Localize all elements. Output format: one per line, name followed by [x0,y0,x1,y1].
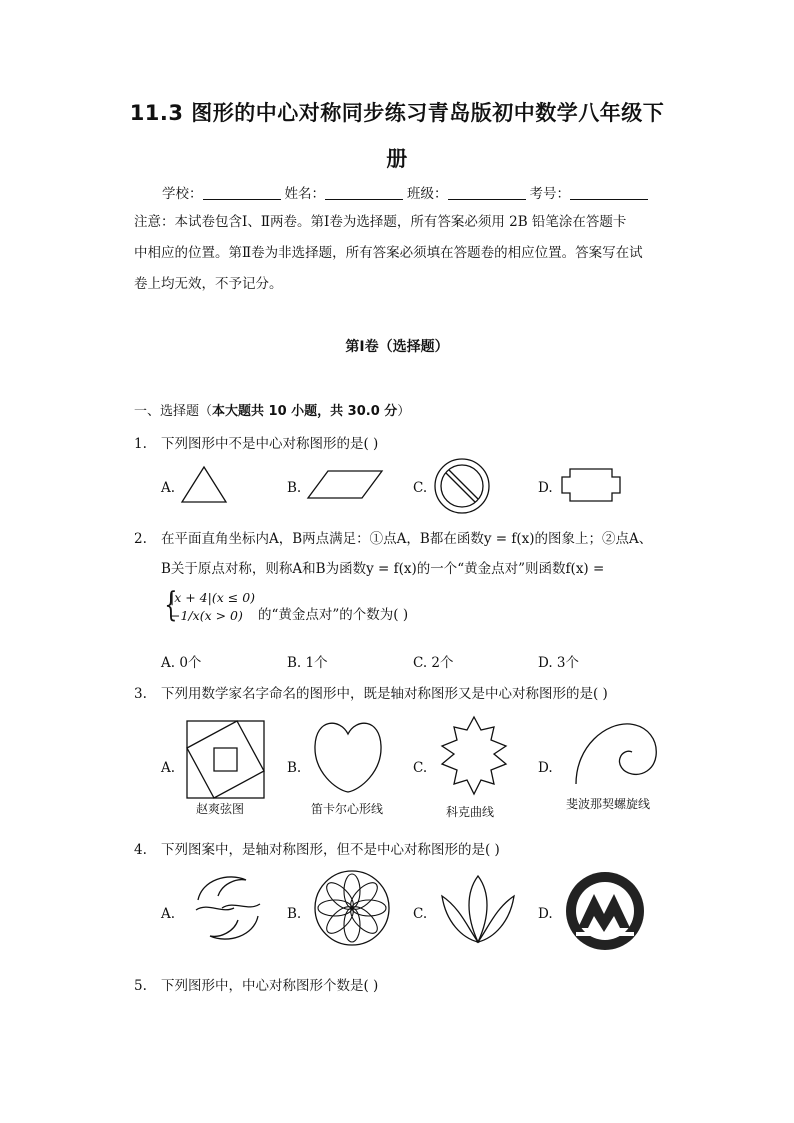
question-4 [134,838,500,858]
triangle-figure [180,464,230,506]
cross-shape-figure [558,465,624,505]
exam-no-label: 考号： [529,186,570,202]
piece-2: −1/x(x > 0) [170,608,243,623]
school-label: 学校： [162,186,203,202]
question-text-line-1: 在平面直角坐标内A，B两点满足：①点A，B都在函数y = f(x)的图象上；②点A、 [161,531,653,547]
title-line-2: 册 [386,147,408,171]
question-1 [134,432,378,452]
lotus-figure [438,872,518,948]
name-label: 姓名： [284,186,325,202]
fibonacci-spiral-figure [570,718,660,790]
question-text: 下列用数学家名字命名的图形中，既是轴对称图形又是中心对称图形的是( ) [161,686,608,702]
question-2 [134,527,652,547]
section-title: 第Ⅰ卷（选择题） [345,339,449,355]
question-text: 下列图形中不是中心对称图形的是( ) [161,436,379,452]
note-line-2: 中相应的位置。第Ⅱ卷为非选择题，所有答案必须填在答题卷的相应位置。答案写在试 [134,245,643,261]
q4-option-c[interactable]: C. [413,906,428,922]
school-blank[interactable] [203,185,281,200]
question-text: 下列图案中，是轴对称图形，但不是中心对称图形的是( ) [161,842,500,858]
bank-logo-figure [564,870,646,952]
swirl-emblem-figure [188,870,268,946]
question-tail: 的“黄金点对”的个数为( ) [258,607,409,623]
question-number: 3. [134,686,147,702]
question-5 [134,974,378,994]
q3-caption-c: 科克曲线 [446,805,495,819]
question-number: 4. [134,842,147,858]
part-label: 一、选择题（ [134,404,213,419]
question-number: 5. [134,978,147,994]
piece-1: |x + 4|(x ≤ 0) [170,590,256,605]
name-blank[interactable] [325,185,403,200]
part-end: ） [397,404,411,419]
q1-option-d[interactable]: D. [538,480,553,496]
class-blank[interactable] [448,185,526,200]
q4-option-a[interactable]: A. [161,906,176,922]
question-number: 2. [134,531,147,547]
question-text-line-2: B关于原点对称，则称A和B为函数y = f(x)的一个“黄金点对”则函数f(x) = [161,561,605,577]
cardioid-figure [310,716,386,796]
note-line-3: 卷上均无效，不予记分。 [134,276,283,292]
q3-caption-a: 赵爽弦图 [196,802,245,816]
q1-option-a[interactable]: A. [161,480,176,496]
q2-option-c[interactable]: C. 2个 [413,655,454,671]
q3-caption-d: 斐波那契螺旋线 [566,797,651,811]
q3-option-d[interactable]: D. [538,760,553,776]
q4-option-b[interactable]: B. [287,906,302,922]
part-detail: 本大题共 10 小题，共 30.0 分 [212,404,398,419]
q3-option-b[interactable]: B. [287,760,302,776]
q3-option-c[interactable]: C. [413,760,428,776]
student-info [162,182,652,202]
q3-option-a[interactable]: A. [161,760,176,776]
flower-of-life-figure [312,868,392,948]
q2-option-b[interactable]: B. 1个 [287,655,328,671]
q2-option-d[interactable]: D. 3个 [538,655,580,671]
no-sign-figure [432,456,492,516]
note-line-1: 注意：本试卷包含Ⅰ、Ⅱ两卷。第Ⅰ卷为选择题，所有答案必须用 2B 铅笔涂在答题卡 [134,214,627,230]
question-number: 1. [134,436,147,452]
question-3 [134,682,608,702]
part-heading [134,400,410,419]
q2-option-a[interactable]: A. 0个 [161,655,202,671]
class-label: 班级： [407,186,448,202]
parallelogram-figure [306,468,386,502]
brace-symbol: { [164,585,178,625]
q1-option-b[interactable]: B. [287,480,302,496]
title-line-1: 11.3 图形的中心对称同步练习青岛版初中数学八年级下 [129,101,665,125]
exam-no-blank[interactable] [570,185,648,200]
q4-option-d[interactable]: D. [538,906,553,922]
q3-caption-b: 笛卡尔心形线 [311,802,384,816]
question-text: 下列图形中，中心对称图形个数是( ) [161,978,379,994]
q1-option-c[interactable]: C. [413,480,428,496]
zhao-shuang-diagram-figure [184,718,268,802]
koch-snowflake-figure [436,714,512,800]
